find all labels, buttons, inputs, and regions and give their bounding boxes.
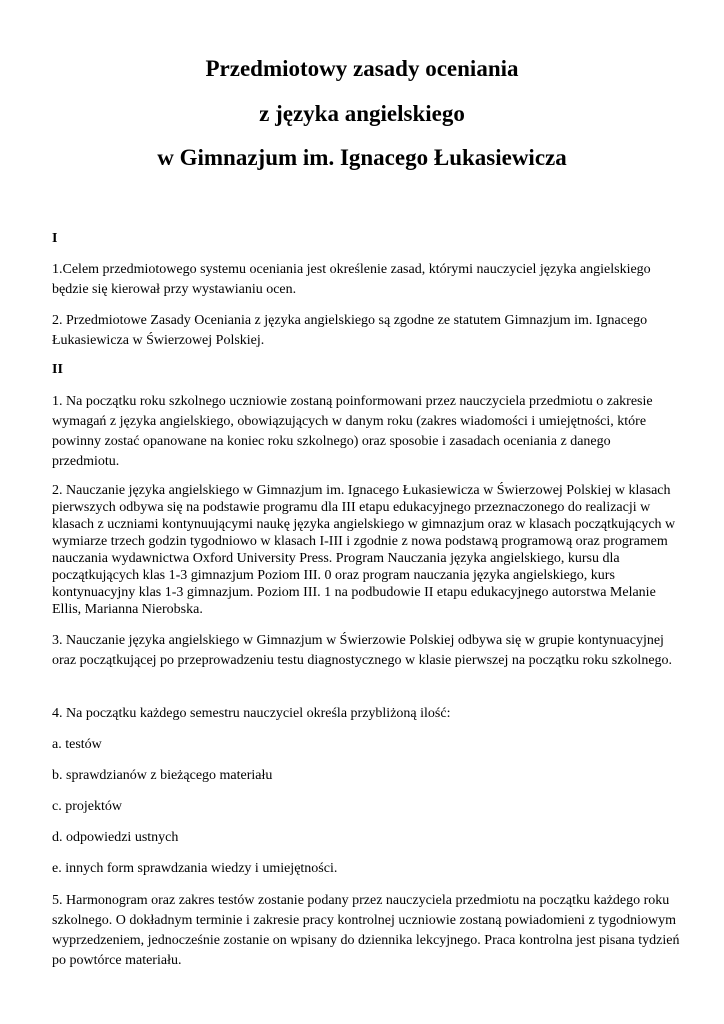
list-item-c: c. projektów [52,799,122,814]
document-title-line-3: w Gimnazjum im. Ignacego Łukasiewicza [157,145,567,170]
list-item-d: d. odpowiedzi ustnych [52,830,179,845]
section-heading-2: II [52,362,63,377]
section2-paragraph-3: 3. Nauczanie języka angielskiego w Gimnazjum w Świerzowie Polskiej odbywa się w grupie kontynuacyjnej oraz początkującej po przeprowadzeniu testu diagnostycznego w klasie pierwszej na początku roku szkolnego. [52,633,673,668]
section-heading-1: I [52,231,58,246]
document-title-line-2: z języka angielskiego [259,101,465,126]
document-title-line-1: Przedmiotowy zasady oceniania [205,56,519,81]
list-item-e: e. innych form sprawdzania wiedzy i umiejętności. [52,861,338,876]
section2-paragraph-4: 4. Na początku każdego semestru nauczyciel określa przybliżoną ilość: [52,706,451,721]
list-item-a: a. testów [52,737,102,752]
section1-paragraph-2: 2. Przedmiotowe Zasady Oceniania z języka angielskiego są zgodne ze statutem Gimnazjum im. Ignacego Łukasiewicza w Świerzowej Polskiej. [52,313,648,348]
section2-paragraph-2: 2. Nauczanie języka angielskiego w Gimnazjum im. Ignacego Łukasiewicza w Świerzowej Polskiej w klasach pierwszych odbywa się na podstawie programu dla III etapu edukacyjnego przeznaczonego do realizacji w klasach z uczniami kontynuującymi naukę języka angielskiego w gimnazjum oraz w klasach początkujących w wymiarze trzech godzin tygodniowo w klasach I-III i zgodnie z nowa podstawą programową oraz programem nauczania wydawnictwa Oxford University Press. Program Nauczania języka angielskiego, kursu dla początkujących klas 1-3 gimnazjum Poziom III. 0 oraz program nauczania języka angielskiego, kurs kontynuacyjny klas 1-3 gimnazjum. Poziom III. 1 na podbudowie II etapu edukacyjnego autorstwa Melanie Ellis, Marianna Nierobska. [52,483,676,617]
section1-paragraph-1: 1.Celem przedmiotowego systemu oceniania jest określenie zasad, którymi nauczyciel języka angielskiego będzie się kierował przy wystawianiu ocen. [52,262,651,297]
list-item-b: b. sprawdzianów z bieżącego materiału [52,768,273,783]
section2-paragraph-5: 5. Harmonogram oraz zakres testów zostanie podany przez nauczyciela przedmiotu na początku każdego roku szkolnego. O dokładnym terminie i zakresie pracy kontrolnej uczniowie zostaną powiadomieni z tygodniowym wyprzedzeniem, jednocześnie zostanie on wpisany do dziennika lekcyjnego. Praca kontrolna jest pisana tydzień po powtórce materiału. [52,893,680,968]
section2-paragraph-1: 1. Na początku roku szkolnego uczniowie zostaną poinformowani przez nauczyciela przedmiotu o zakresie wymagań z języka angielskiego, obowiązujących w danym roku (zakres wiadomości i umiejętności, które powinny zostać opanowane na koniec roku szkolnego) oraz sposobie i zasadach oceniania z danego przedmiotu. [52,394,653,469]
